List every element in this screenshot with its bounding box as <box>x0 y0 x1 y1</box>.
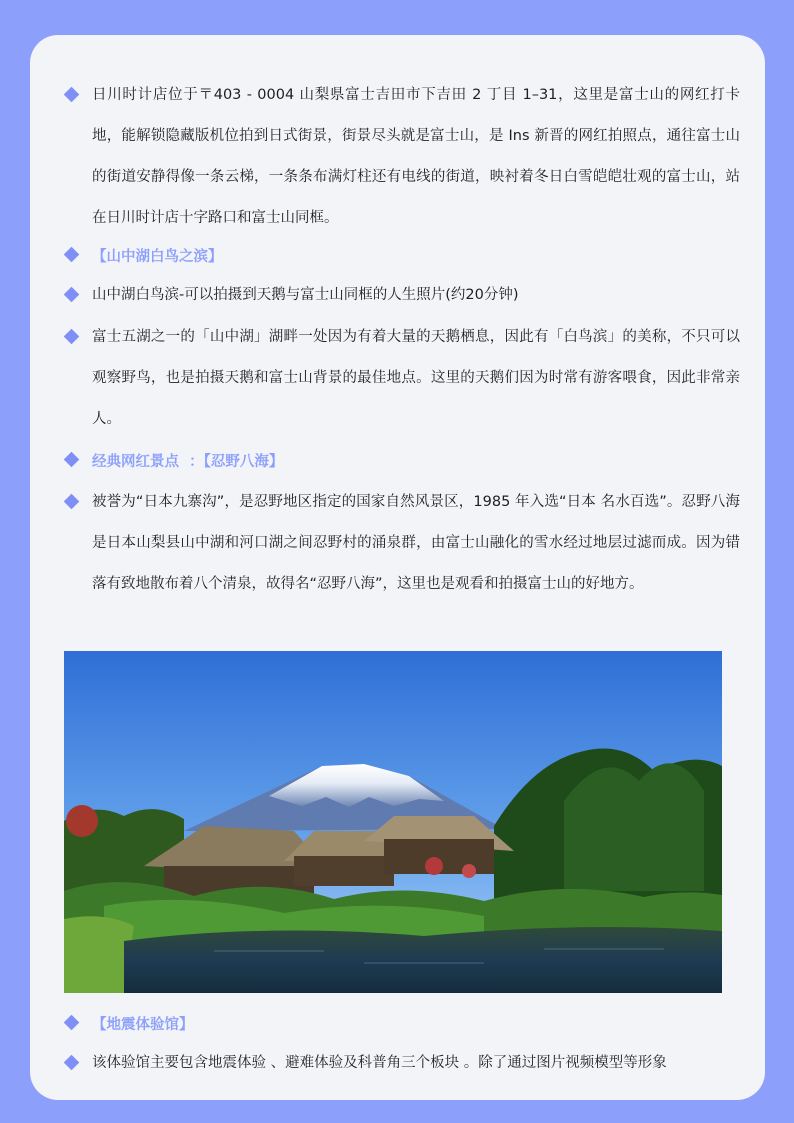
diamond-bullet-icon <box>64 247 80 263</box>
heading-earthquake-museum: 【地震体验馆】 <box>92 1017 194 1033</box>
diamond-bullet-icon <box>64 452 80 468</box>
diamond-bullet-icon <box>64 87 80 103</box>
paragraph-yamanakako-swans: 富士五湖之一的「山中湖」湖畔一处因为有着大量的天鹅栖息，因此有「白鸟滨」的美称，不只可以观察野鸟，也是拍摄天鹅和富士山背景的最佳地点。这里的天鹅们因为时常有游客喂食，因此非常亲人。 <box>92 329 740 427</box>
heading-oshino-hakkai: 经典网红景点 ：【忍野八海】 <box>92 454 284 470</box>
diamond-bullet-icon <box>64 1015 80 1031</box>
paragraph-hikawa-clock-shop: 日川时计店位于〒403 - 0004 山梨県富士吉田市下吉田 2 丁目 1–31，这里是富士山的网红打卡地，能解锁隐藏版机位拍到日式街景，街景尽头就是富士山，是 Ins 新晋的网红拍照点，通往富士山的街道安静得像一条云梯，一条条布满灯柱还有电线的街道，映衬着冬日白雪皑皑壮观的富士山，站在日川时计店十字路口和富士山同框。 <box>92 87 740 226</box>
diamond-bullet-icon <box>64 287 80 303</box>
oshino-hakkai-fuji-photo <box>64 651 722 993</box>
heading-yamanakako-hakucho: 【山中湖白鸟之滨】 <box>92 249 223 265</box>
content-card <box>30 35 765 1100</box>
paragraph-oshino-hakkai: 被誉为“日本九寨沟”，是忍野地区指定的国家自然风景区，1985 年入选“日本 名水百选”。忍野八海是日本山梨县山中湖和河口湖之间忍野村的涌泉群，由富士山融化的雪水经过地层过滤而成。因为错落有致地散布着八个清泉，故得名“忍野八海”，这里也是观看和拍摄富士山的好地方。 <box>92 494 740 592</box>
diamond-bullet-icon <box>64 1055 80 1071</box>
diamond-bullet-icon <box>64 329 80 345</box>
paragraph-hakucho-summary: 山中湖白鸟滨-可以拍摄到天鹅与富士山同框的人生照片(约20分钟) <box>92 287 519 303</box>
paragraph-earthquake-museum: 该体验馆主要包含地震体验 、避难体验及科普角三个板块 。除了通过图片视频模型等形象 <box>92 1055 667 1071</box>
diamond-bullet-icon <box>64 494 80 510</box>
